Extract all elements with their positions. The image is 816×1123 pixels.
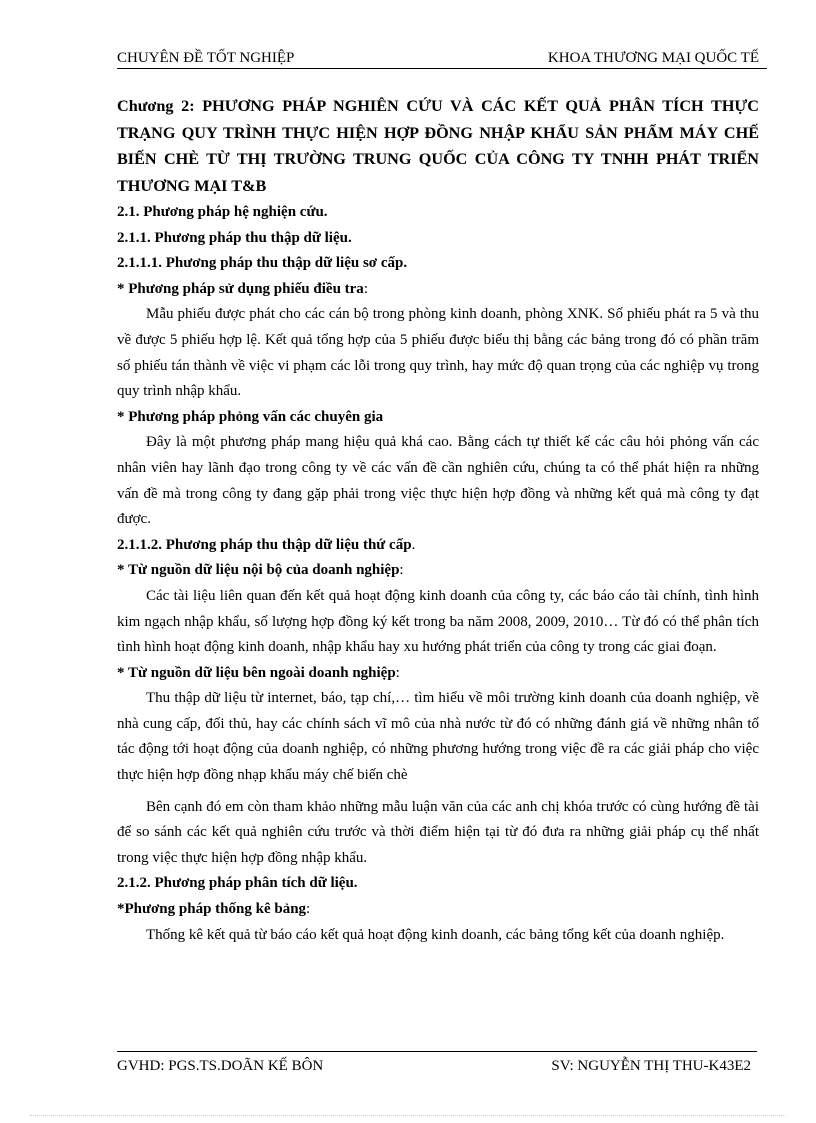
page-header	[117, 49, 767, 69]
document-body	[117, 93, 759, 948]
page-bottom-divider	[30, 1115, 786, 1116]
survey-paragraph: Mẫu phiếu được phát cho các cán bộ trong phòng kinh doanh, phòng XNK. Số phiếu phát ra 5 và thu về được 5 phiếu hợp lệ. Kết quả tổng hợp của 5 phiếu được biểu thị bằng các bảng trong đó có phần trăm số phiếu tán thành về việc vi phạm các lỗi trong quy trình, hay mức độ quan trọng của các nghiệp vụ trong quy trình nhập khẩu.	[117, 306, 759, 400]
survey-heading-text: * Phương pháp sử dụng phiếu điều tra	[117, 280, 364, 297]
footer-right: SV: NGUYỄN THỊ THU-K43E2	[551, 1058, 751, 1074]
page-footer	[117, 1051, 757, 1074]
external-heading	[117, 661, 759, 687]
header-right: KHOA THƯƠNG MẠI QUỐC TẾ	[547, 50, 759, 66]
section-2-1-1-2	[117, 533, 759, 559]
section-2-1-1-2-period: .	[411, 536, 416, 553]
section-2-1-2: 2.1.2. Phương pháp phân tích dữ liệu.	[117, 875, 358, 892]
survey-heading	[117, 277, 759, 303]
external-heading-colon: :	[395, 664, 400, 681]
interview-paragraph: Đây là một phương pháp mang hiệu quả khá cao. Bằng cách tự thiết kế các câu hỏi phỏng vấn các nhân viên hay lãnh đạo trong công ty về các vấn đề cần nghiên cứu, chúng ta có thể phát hiện ra những vấn đề mà trong công ty đang gặp phải trong việc thực hiện hợp đồng và những kết quả mà công ty đạt được.	[117, 434, 759, 528]
stat-heading-colon: :	[306, 901, 311, 918]
stat-heading	[117, 897, 759, 923]
stat-heading-text: *Phương pháp thống kê bảng	[117, 901, 307, 918]
chapter-title: Chương 2: PHƯƠNG PHÁP NGHIÊN CỨU VÀ CÁC KẾT QUẢ PHÂN TÍCH THỰC TRẠNG QUY TRÌNH THỰC HIỆN HỢP ĐỒNG NHẬP KHẨU SẢN PHẨM MÁY CHẾ BIẾN CHÈ TỪ THỊ TRƯỜNG TRUNG QUỐC CỦA CÔNG TY TNHH PHÁT TRIỂN THƯƠNG MẠI T&B	[117, 97, 759, 195]
footer-left: GVHD: PGS.TS.DOÃN KẾ BÔN	[117, 1058, 324, 1074]
internal-paragraph: Các tài liệu liên quan đến kết quả hoạt động kinh doanh của công ty, các báo cáo tài chính, tình hình kim ngạch nhập khẩu, số lượng hợp đồng ký kết trong ba năm 2008, 2009, 2010… Từ đó có thể phân tích tình hình hoạt động kinh doanh, nhập khẩu hay xu hướng phát triển của công ty trong các giai đoạn.	[117, 587, 759, 656]
section-2-1: 2.1. Phương pháp hệ nghiện cứu.	[117, 204, 328, 220]
external-heading-text: * Từ nguồn dữ liệu bên ngoài doanh nghiệp	[117, 664, 396, 681]
section-2-1-1: 2.1.1. Phương pháp thu thập dữ liệu.	[117, 229, 352, 246]
section-2-1-1-1: 2.1.1.1. Phương pháp thu thập dữ liệu sơ cấp.	[117, 255, 408, 272]
internal-heading-text: * Từ nguồn dữ liệu nội bộ của doanh nghiệp	[117, 562, 400, 579]
internal-heading	[117, 558, 759, 584]
section-2-1-1-2-text: 2.1.1.2. Phương pháp thu thập dữ liệu thứ cấp	[117, 536, 412, 553]
reference-paragraph: Bên cạnh đó em còn tham khảo những mẫu luận văn của các anh chị khóa trước có cùng hướng đề tài để so sánh các kết quả nghiên cứu trước và thời điểm hiện tại từ đó đưa ra những giải pháp cụ thể nhất trong việc thực hiện hợp đồng nhập khẩu.	[117, 798, 759, 866]
survey-heading-colon: :	[363, 280, 368, 297]
interview-heading: * Phương pháp phỏng vấn các chuyên gia	[117, 408, 384, 425]
stat-paragraph: Thống kê kết quả từ báo cáo kết quả hoạt động kinh doanh, các bảng tổng kết của doanh nghiệp.	[146, 926, 725, 943]
internal-heading-colon: :	[399, 562, 404, 579]
external-paragraph: Thu thập dữ liệu từ internet, báo, tạp chí,… tìm hiểu về môi trường kinh doanh của doanh nghiệp, về nhà cung cấp, đối thủ, hay các chính sách vĩ mô của nhà nước từ đó có những đánh giá về những nhân tố tác động tới hoạt động của doanh nghiệp, có những phương hướng trong việc đề ra các giải pháp cho việc thực hiện hợp đồng nhạp khẩu máy chế biến chè	[117, 690, 759, 784]
header-left: CHUYÊN ĐỀ TỐT NGHIỆP	[117, 50, 295, 66]
